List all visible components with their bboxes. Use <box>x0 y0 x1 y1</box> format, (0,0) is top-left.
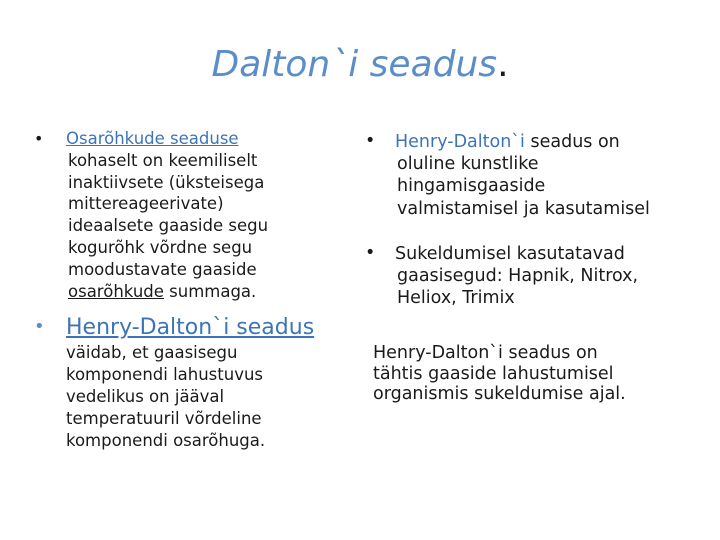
left-bullet-partial-pressure <box>34 128 334 302</box>
left-column <box>34 128 334 451</box>
henry-dalton-term: Henry-Dalton`i <box>395 132 525 152</box>
text-line: gaasisegud: Hapnik, Nitrox, <box>397 266 639 287</box>
bullet-marker: • <box>34 129 44 148</box>
slide-title-text: Dalton`i seadus <box>211 44 498 85</box>
bullet-marker: • <box>365 242 376 263</box>
text-line <box>68 281 334 303</box>
text-line: Heliox, Trimix <box>397 288 515 309</box>
text-line: hingamisgaaside <box>397 176 546 197</box>
slide-title <box>0 44 720 85</box>
text-line: mittereageerivate) <box>68 194 224 214</box>
bullet-marker: • <box>34 316 45 338</box>
partial-pressures-link[interactable]: osarõhkude <box>68 281 164 301</box>
left-bullet2-lines <box>66 342 334 451</box>
text-line: vedelikus on jääval <box>66 386 225 406</box>
text-line: inaktiivsete (üksteisega <box>68 172 265 192</box>
right-paragraph <box>373 343 693 404</box>
text-line: ideaalsete gaaside segu <box>68 216 269 236</box>
text-line: moodustavate gaaside <box>68 259 257 279</box>
text-line: väidab, et gaasisegu <box>66 343 238 363</box>
text-line: organismis sukeldumise ajal. <box>373 384 626 405</box>
henry-dalton-law-link[interactable]: Henry-Dalton`i seadus <box>66 315 315 341</box>
left-bullet1-lines <box>68 150 334 303</box>
left-bullet-henry-dalton <box>34 314 334 451</box>
text-fragment: seadus on <box>524 132 620 152</box>
text-line <box>395 131 695 153</box>
right-bullet-diving-mixtures <box>335 243 695 310</box>
text-line: Sukeldumisel kasutatavad <box>395 243 625 264</box>
text-line: Henry-Dalton`i seadus on <box>373 343 598 364</box>
text-fragment: summaga. <box>163 281 257 301</box>
text-line: temperatuuril võrdeline <box>66 408 262 428</box>
partial-pressure-law-link[interactable]: Osarõhkude seaduse <box>66 129 239 148</box>
right-column <box>335 131 695 405</box>
text-line: valmistamisel ja kasutamisel <box>397 198 650 219</box>
text-line: oluline kunstlike <box>397 154 539 175</box>
text-line: kohaselt on keemiliselt <box>68 150 258 170</box>
text-line: komponendi lahustuvus <box>66 365 264 385</box>
text-line: kogurõhk võrdne segu <box>68 237 253 257</box>
slide-title-period: . <box>497 44 509 85</box>
bullet-marker: • <box>365 131 376 151</box>
right-bullet-artificial-gases <box>335 131 695 220</box>
text-line: tähtis gaaside lahustumisel <box>373 363 614 384</box>
text-line: komponendi osarõhuga. <box>66 430 266 450</box>
